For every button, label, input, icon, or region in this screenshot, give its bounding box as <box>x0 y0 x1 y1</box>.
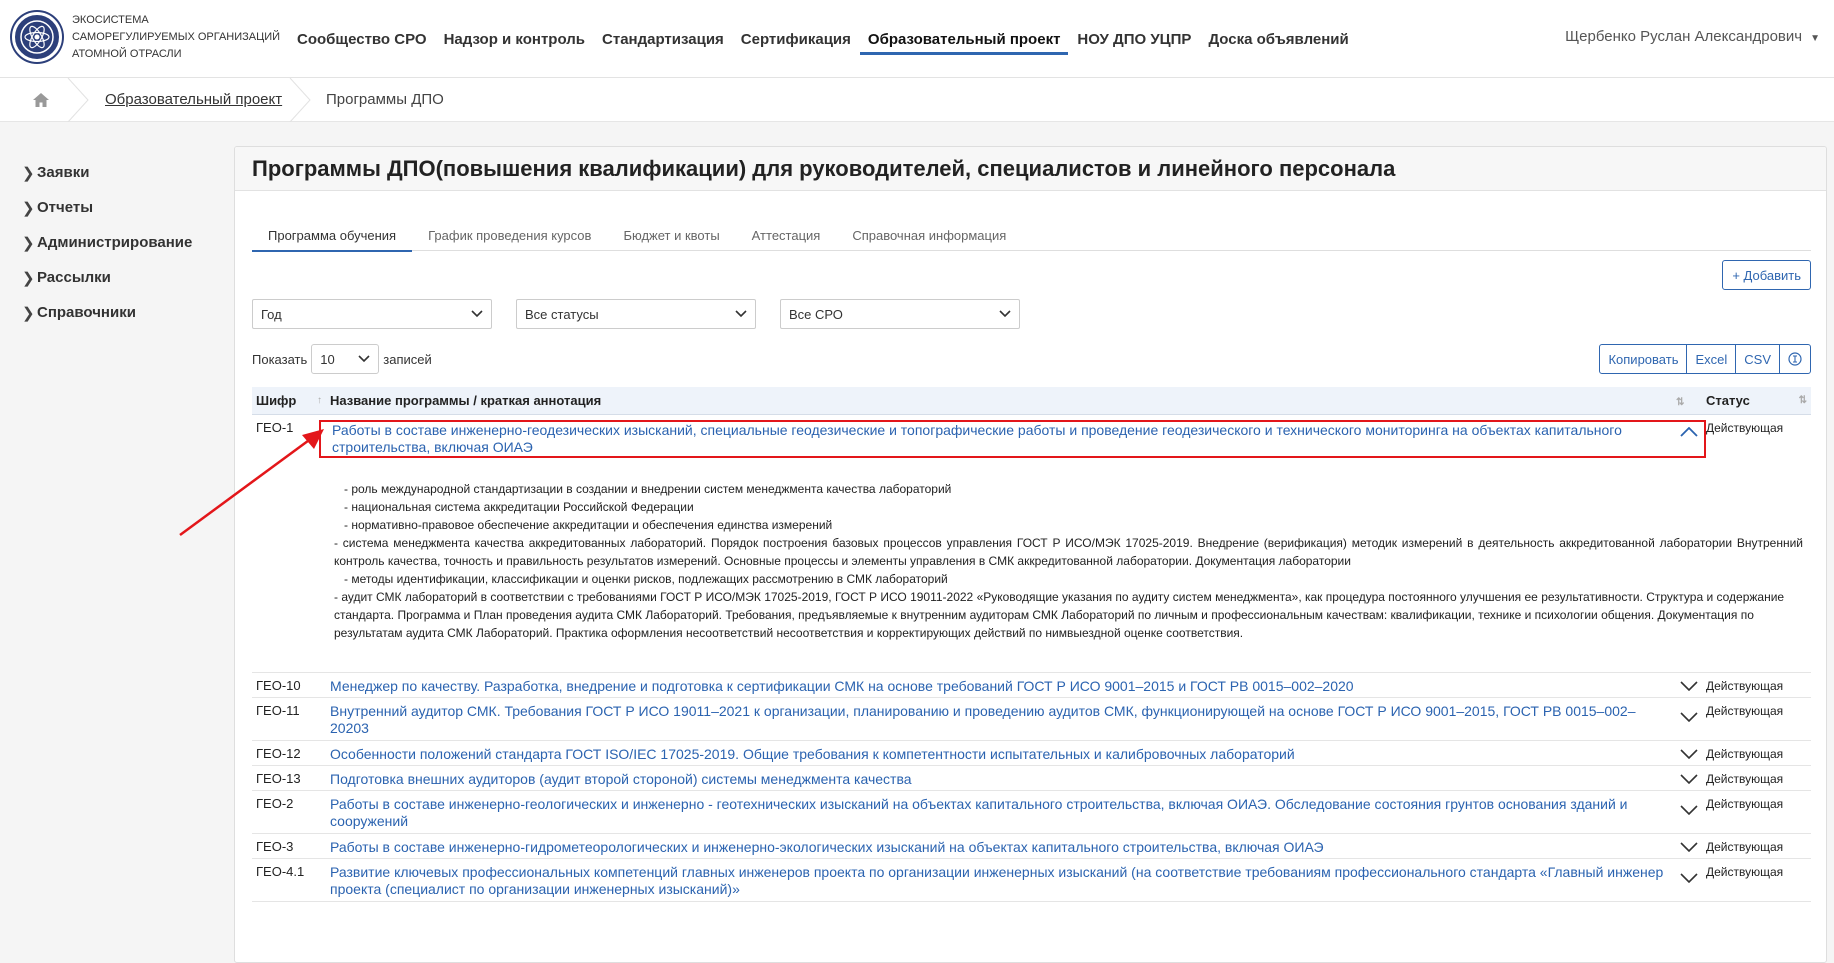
nav-item-nou-dpo[interactable]: НОУ ДПО УЦПР <box>1077 30 1192 48</box>
row-status: Действующая <box>1706 865 1784 879</box>
programs-table <box>252 387 1811 902</box>
sidebar-item-label: Администрирование <box>37 234 193 251</box>
org-logo[interactable] <box>12 12 62 62</box>
page-length-select[interactable] <box>311 344 379 374</box>
row-name-link[interactable]: Развитие ключевых профессиональных компетенций главных инженеров проекта по организации инженерных изысканий (на соответствие требованиям профессионального стандарта «Главный инженер проекта (специалист по организации инженерных изысканий)» <box>330 864 1664 897</box>
chevron-down-icon <box>1680 774 1698 784</box>
main-panel <box>234 146 1827 963</box>
detail-line: - аудит СМК лабораторий в соответствии с требованиями ГОСТ Р ИСО/МЭК 17025-2019, ГОСТ Р ИСО 19011-2022 «Руководящие указания по аудиту систем менеджмента», как процедура постоянного улучшения ее результативности. Структура и содержание стандарта. Программа и План проведения аудита СМК Лабораторий. Требования, предъявляемые к внутренним аудиторам СМК Лабораторий по личным и профессиональным качествам: квалификации, технике и психологии общения. Документация по результатам аудита СМК Лабораторий. Практика оформления несоответствий несоответствия и корректирующих действий по нимвыездной оценке соответствия. <box>334 590 1785 640</box>
row-status: Действующая <box>1706 704 1784 718</box>
columns-icon <box>1788 352 1802 366</box>
page-length-prefix: Показать <box>252 351 308 367</box>
table-row[interactable] <box>252 766 1811 791</box>
status-select[interactable] <box>516 299 756 329</box>
nav-item-board[interactable]: Доска объявлений <box>1208 30 1349 48</box>
chevron-down-icon <box>1680 873 1698 883</box>
main-nav <box>297 0 1366 78</box>
page-length-value: 10 <box>320 351 335 367</box>
row-code: ГЕО-1 <box>256 420 294 435</box>
table-row[interactable] <box>252 741 1811 766</box>
row-toggle[interactable] <box>1676 741 1702 759</box>
sidebar-item-reports[interactable] <box>22 190 192 225</box>
column-header-status[interactable] <box>1702 393 1811 408</box>
row-toggle[interactable] <box>1676 791 1702 815</box>
row-name-link[interactable]: Подготовка внешних аудиторов (аудит второй стороной) системы менеджмента качества <box>330 771 912 787</box>
table-header <box>252 387 1811 415</box>
row-toggle[interactable] <box>1676 766 1702 784</box>
row-toggle[interactable] <box>1676 859 1702 883</box>
sort-asc-icon: ↑ <box>317 395 322 406</box>
row-code: ГЕО-13 <box>256 771 301 786</box>
chevron-down-icon <box>1680 681 1698 691</box>
chevron-down-icon <box>471 310 483 318</box>
row-status: Действующая <box>1706 747 1784 761</box>
sort-icon: ⇅ <box>1676 397 1685 408</box>
column-header-label: Название программы / краткая аннотация <box>330 393 602 408</box>
row-code: ГЕО-12 <box>256 746 301 761</box>
row-toggle[interactable] <box>1676 698 1702 722</box>
table-row[interactable] <box>252 698 1811 741</box>
row-code: ГЕО-4.1 <box>256 864 305 879</box>
row-code: ГЕО-10 <box>256 678 301 693</box>
chevron-down-icon <box>999 310 1011 318</box>
sidebar-item-admin[interactable] <box>22 225 192 260</box>
row-status: Действующая <box>1706 421 1784 435</box>
column-header-toggle <box>1676 393 1702 408</box>
row-status: Действующая <box>1706 772 1784 786</box>
chevron-down-icon <box>1680 712 1698 722</box>
sidebar-item-label: Заявки <box>37 164 90 181</box>
program-link-highlighted[interactable]: Работы в составе инженерно-геодезических изысканий, специальные геодезические и топографические работы и проведение геодезического и технического мониторинга на объектах капитального строительства, включая ОИАЭ <box>319 420 1706 458</box>
org-name-line: САМОРЕГУЛИРУЕМЫХ ОРГАНИЗАЦИЙ <box>72 31 281 43</box>
row-code: ГЕО-11 <box>256 703 300 718</box>
chevron-right-icon: ❯ <box>22 304 35 322</box>
tab-bar <box>252 219 1811 251</box>
row-name-link[interactable]: Менеджер по качеству. Разработка, внедрение и подготовка к сертификации СМК на основе требований ГОСТ Р ИСО 9001–2015 и ГОСТ РВ 0015–002–2020 <box>330 678 1354 694</box>
sro-select[interactable] <box>780 299 1020 329</box>
row-detail <box>252 458 1811 673</box>
nav-item-standardization[interactable]: Стандартизация <box>602 30 724 48</box>
row-name-link[interactable]: Работы в составе инженерно-геологических и инженерно - геотехнических изысканий на объектах капитального строительства, включая ОИАЭ. Обследование состояния грунтов основания зданий и сооружений <box>330 796 1628 829</box>
breadcrumb-education[interactable]: Образовательный проект <box>105 91 283 108</box>
atom-icon <box>19 19 55 55</box>
table-row[interactable] <box>252 415 1811 458</box>
chevron-down-icon: ▼ <box>1810 33 1820 44</box>
chevron-down-icon <box>1680 842 1698 852</box>
org-name-line: ЭКОСИСТЕМА <box>72 14 149 26</box>
tab-attestation[interactable]: Аттестация <box>751 227 821 243</box>
table-row[interactable] <box>252 791 1811 834</box>
row-toggle[interactable] <box>1676 834 1702 852</box>
row-code: ГЕО-3 <box>256 839 294 854</box>
row-name-link[interactable]: Особенности положений стандарта ГОСТ ISO/IEC 17025-2019. Общие требования к компетентности испытательных и калибровочных лабораторий <box>330 746 1295 762</box>
export-buttons <box>1599 344 1811 374</box>
chevron-down-icon <box>358 355 370 363</box>
tab-schedule[interactable]: График проведения курсов <box>428 227 592 243</box>
home-icon[interactable] <box>32 92 50 108</box>
filters <box>252 299 1044 329</box>
row-code: ГЕО-2 <box>256 796 294 811</box>
sidebar <box>22 155 192 330</box>
row-status: Действующая <box>1706 797 1784 811</box>
table-row[interactable] <box>252 834 1811 859</box>
table-row[interactable] <box>252 859 1811 902</box>
copy-button[interactable]: Копировать <box>1600 345 1687 373</box>
year-select-value: Год <box>261 306 282 322</box>
org-name-line: АТОМНОЙ ОТРАСЛИ <box>72 48 182 60</box>
nav-item-community[interactable]: Сообщество СРО <box>297 30 427 48</box>
status-select-value: Все статусы <box>525 306 599 322</box>
sidebar-item-directories[interactable] <box>22 295 192 330</box>
breadcrumb <box>0 78 1834 122</box>
row-name-link[interactable]: Работы в составе инженерно-гидрометеорологических и инженерно-экологических изысканий на объектах капитального строительства, включая ОИАЭ <box>330 839 1324 855</box>
row-status: Действующая <box>1706 679 1784 693</box>
column-header-code[interactable] <box>252 393 326 408</box>
sidebar-item-mailings[interactable] <box>22 260 192 295</box>
chevron-down-icon <box>735 310 747 318</box>
row-name <box>326 415 1676 458</box>
panel-header <box>235 147 1826 191</box>
page-length <box>252 344 432 374</box>
breadcrumb-current: Программы ДПО <box>326 91 444 108</box>
sidebar-item-requests[interactable] <box>22 155 192 190</box>
user-name: Щербенко Руслан Александрович <box>1565 28 1803 45</box>
chevron-right-icon: ❯ <box>22 269 35 287</box>
tab-budget[interactable]: Бюджет и квоты <box>623 227 720 243</box>
detail-line: - методы идентификации, классификации и оценки рисков, подлежащих рассмотрению в СМК лабораторий <box>334 572 948 586</box>
sidebar-item-label: Справочники <box>37 304 136 321</box>
chevron-right-icon: ❯ <box>22 164 35 182</box>
nav-item-supervision[interactable]: Надзор и контроль <box>443 30 586 48</box>
row-status: Действующая <box>1706 840 1784 854</box>
row-name-link[interactable]: Внутренний аудитор СМК. Требования ГОСТ Р ИСО 19011–2021 к организации, планированию и проведению аудитов СМК, функционирующей на основе ГОСТ Р ИСО 9001–2015, ГОСТ РВ 0015–002–20203 <box>330 703 1636 736</box>
chevron-down-icon <box>1680 805 1698 815</box>
breadcrumb-separator <box>66 78 90 122</box>
page-length-suffix: записей <box>383 351 432 367</box>
tab-program[interactable]: Программа обучения <box>252 219 412 251</box>
column-header-name[interactable] <box>326 393 1676 408</box>
year-select[interactable] <box>252 299 492 329</box>
csv-button[interactable]: CSV <box>1736 345 1780 373</box>
chevron-right-icon: ❯ <box>22 234 35 252</box>
row-toggle[interactable] <box>1676 673 1702 691</box>
detail-line: - нормативно-правовое обеспечение аккредитации и обеспечения единства измерений <box>334 518 833 532</box>
sort-icon: ⇅ <box>1798 395 1807 406</box>
detail-line: - национальная система аккредитации Российской Федерации <box>334 500 694 514</box>
sidebar-item-label: Отчеты <box>37 199 94 216</box>
top-header <box>0 0 1834 78</box>
detail-line: - система менеджмента качества аккредитованных лабораторий. Порядок построения базовых процессов управления ГОСТ Р ИСО/МЭК 17025-2019. Внедрение (верификация) методик измерений в деятельность аккредитованной лаборатории Внутренний контроль качества, точность и правильность результатов измерений. Основные процессы и элементы управления в СМК аккредитованной лаборатории. Документация лаборатории <box>334 536 1803 568</box>
org-name <box>72 12 280 63</box>
user-menu[interactable] <box>1565 28 1820 45</box>
breadcrumb-separator <box>288 78 312 122</box>
column-header-label: Статус <box>1706 393 1750 408</box>
sidebar-item-label: Рассылки <box>37 269 111 286</box>
sro-select-value: Все СРО <box>789 306 843 322</box>
chevron-down-icon <box>1680 749 1698 759</box>
excel-button[interactable]: Excel <box>1687 345 1736 373</box>
page-title: Программы ДПО(повышения квалификации) для руководителей, специалистов и линейного персонала <box>252 156 1396 181</box>
detail-line: - роль международной стандартизации в создании и внедрении систем менеджмента качества лабораторий <box>334 482 952 496</box>
columns-button[interactable] <box>1780 345 1810 373</box>
add-button[interactable]: + Добавить <box>1722 260 1811 290</box>
column-header-label: Шифр <box>256 393 297 408</box>
nav-item-education[interactable]: Образовательный проект <box>868 0 1061 78</box>
nav-item-certification[interactable]: Сертификация <box>740 30 851 48</box>
table-row[interactable] <box>252 673 1811 698</box>
chevron-right-icon: ❯ <box>22 199 35 217</box>
tab-reference[interactable]: Справочная информация <box>852 227 1007 243</box>
